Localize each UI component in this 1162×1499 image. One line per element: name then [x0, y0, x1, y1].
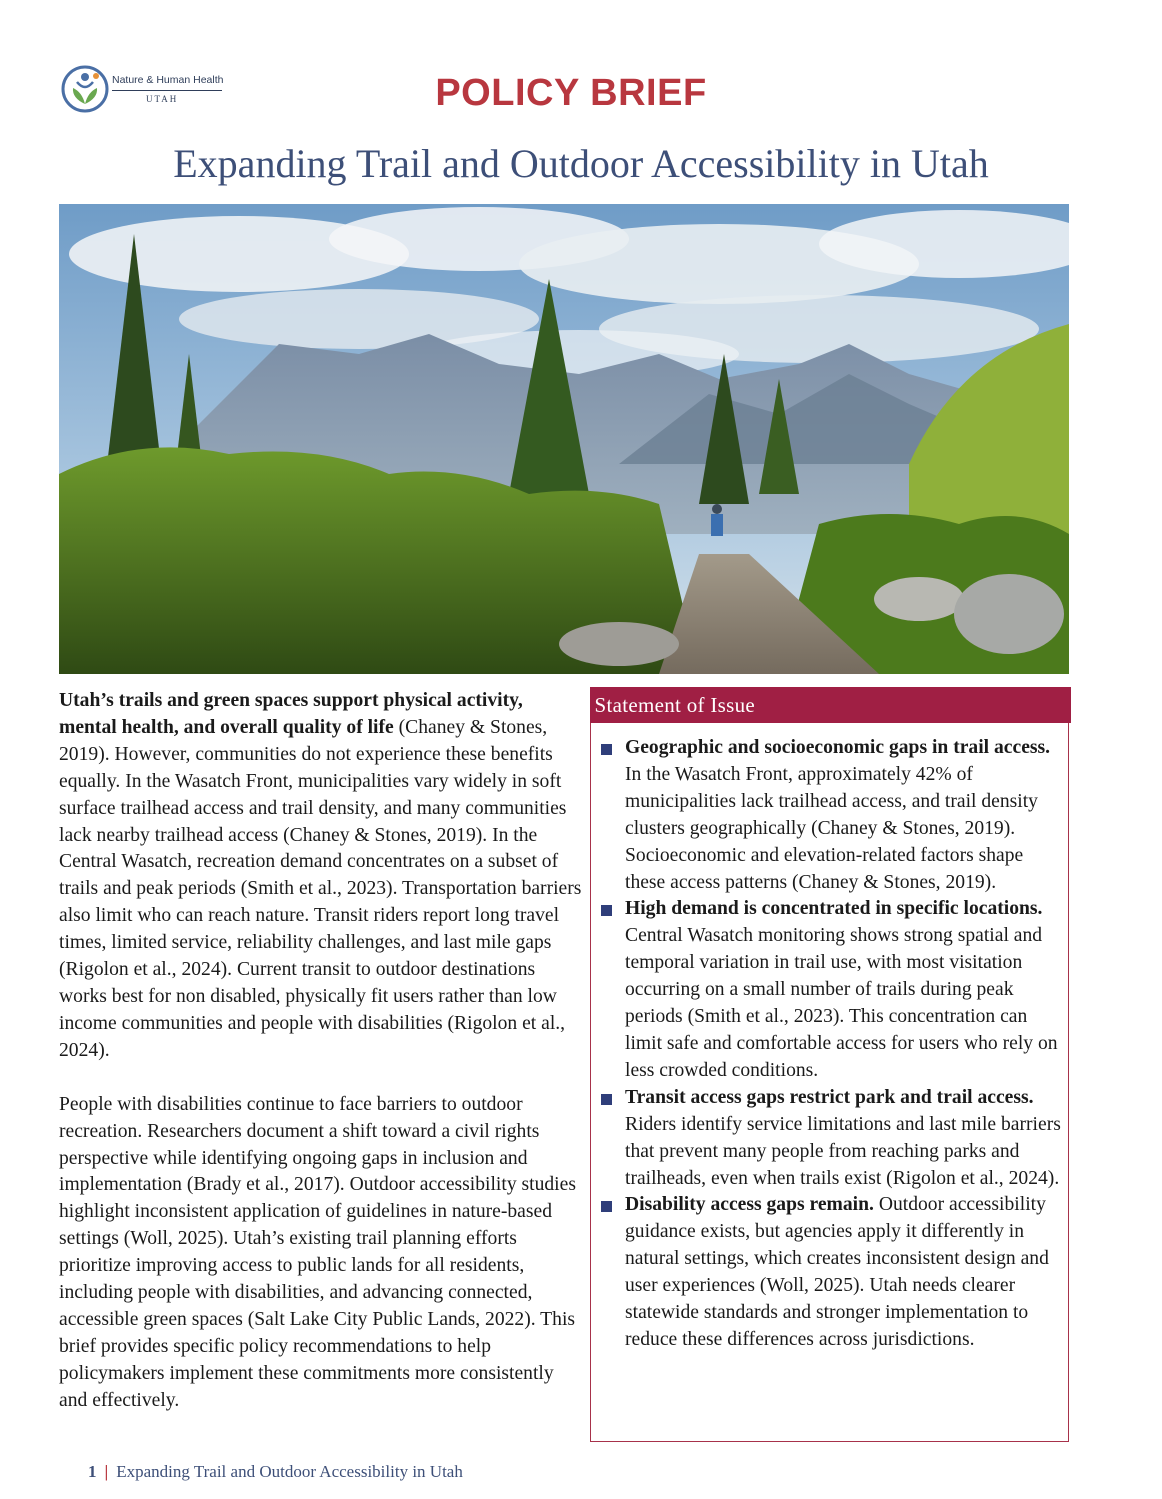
- page-footer: [88, 1462, 463, 1482]
- logo-text-primary: Nature & Human Health: [112, 74, 224, 86]
- list-item: [599, 896, 1061, 1084]
- issue-heading: Disability access gaps remain.: [625, 1194, 874, 1216]
- list-item: [599, 1192, 1061, 1353]
- hero-photo: [59, 204, 1069, 674]
- intro-lead-text: Utah’s trails and green spaces support physical activity, mental health, and overall quality of life: [59, 690, 523, 738]
- issue-text: In the Wasatch Front, approximately 42% of municipalities lack trailhead access, and trail density clusters geographically (Chaney & Stones, 2019). Socioeconomic and elevation-related factors shape these access patterns (Chaney & Stones, 2019).: [625, 763, 1038, 893]
- issue-text: Riders identify service limitations and last mile barriers that prevent many people from reaching parks and trailheads, even when trails exist (Rigolon et al., 2024).: [625, 1113, 1061, 1189]
- issue-text: Central Wasatch monitoring shows strong spatial and temporal variation in trail use, with most visitation occurring on a small number of trails during peak periods (Smith et al., 2023). This concentration can limit safe and comfortable access for users who rely on less crowded conditions.: [625, 925, 1058, 1081]
- list-item: [599, 735, 1061, 896]
- square-bullet-icon: [601, 905, 612, 916]
- logo-text-secondary: UTAH: [146, 94, 179, 104]
- list-item: [599, 1085, 1061, 1193]
- page-number: 1: [88, 1462, 97, 1481]
- issue-text: Outdoor accessibility guidance exists, but agencies apply it differently in natural settings, which creates inconsistent design and user experiences (Woll, 2025). Utah needs clearer statewide standards and stronger implementation to reduce these differences across jurisdictions.: [625, 1194, 1049, 1350]
- square-bullet-icon: [601, 1094, 612, 1105]
- square-bullet-icon: [601, 1201, 612, 1212]
- statement-of-issue-header: Statement of Issue: [590, 687, 1071, 723]
- document-type-text: POLICY BRIEF: [435, 72, 707, 114]
- issue-heading: High demand is concentrated in specific locations.: [625, 898, 1043, 920]
- intro-paragraph-2: People with disabilities continue to face barriers to outdoor recreation. Researchers document a shift toward a civil rights perspective while identifying ongoing gaps in inclusion and implementation (Brady et al., 2017). Outdoor accessibility studies highlight inconsistent application of guidelines in nature-based settings (Woll, 2025). Utah’s existing trail planning efforts prioritize improving access to public lands for all residents, including people with disabilities, and advancing connected, accessible green spaces (Salt Lake City Public Lands, 2022). This brief provides specific policy recommendations to help policymakers implement these commitments more consistently and effectively.: [59, 1093, 576, 1411]
- intro-section: [59, 688, 583, 1415]
- statement-of-issue-box: [590, 687, 1069, 1442]
- issue-heading: Geographic and socioeconomic gaps in trail access.: [625, 737, 1051, 758]
- intro-body-text: (Chaney & Stones, 2019). However, communities do not experience these benefits equally. In the Wasatch Front, municipalities vary widely in soft surface trailhead access and trail density, and many communities lack nearby trailhead access (Chaney & Stones, 2019). In the Central Wasatch, recreation demand concentrates on a subset of trails and peak periods (Smith et al., 2023). Transportation barriers also limit who can reach nature. Transit riders report long travel times, limited service, reliability challenges, and last mile gaps (Rigolon et al., 2024). Current transit to outdoor destinations works best for non disabled, physically fit users rather than low income communities and people with disabilities (Rigolon et al., 2024).: [59, 716, 582, 1061]
- mountain-trail-photo-icon: [59, 204, 1069, 674]
- footer-title: Expanding Trail and Outdoor Accessibility in Utah: [116, 1462, 463, 1481]
- square-bullet-icon: [601, 744, 612, 755]
- intro-paragraph-1: [59, 688, 583, 1065]
- page-title: Expanding Trail and Outdoor Accessibility in Utah: [173, 141, 989, 186]
- issue-list: [599, 735, 1061, 1354]
- footer-separator: |: [104, 1462, 109, 1481]
- issue-heading: Transit access gaps restrict park and trail access.: [625, 1086, 1034, 1108]
- document-type-label: [0, 72, 1162, 115]
